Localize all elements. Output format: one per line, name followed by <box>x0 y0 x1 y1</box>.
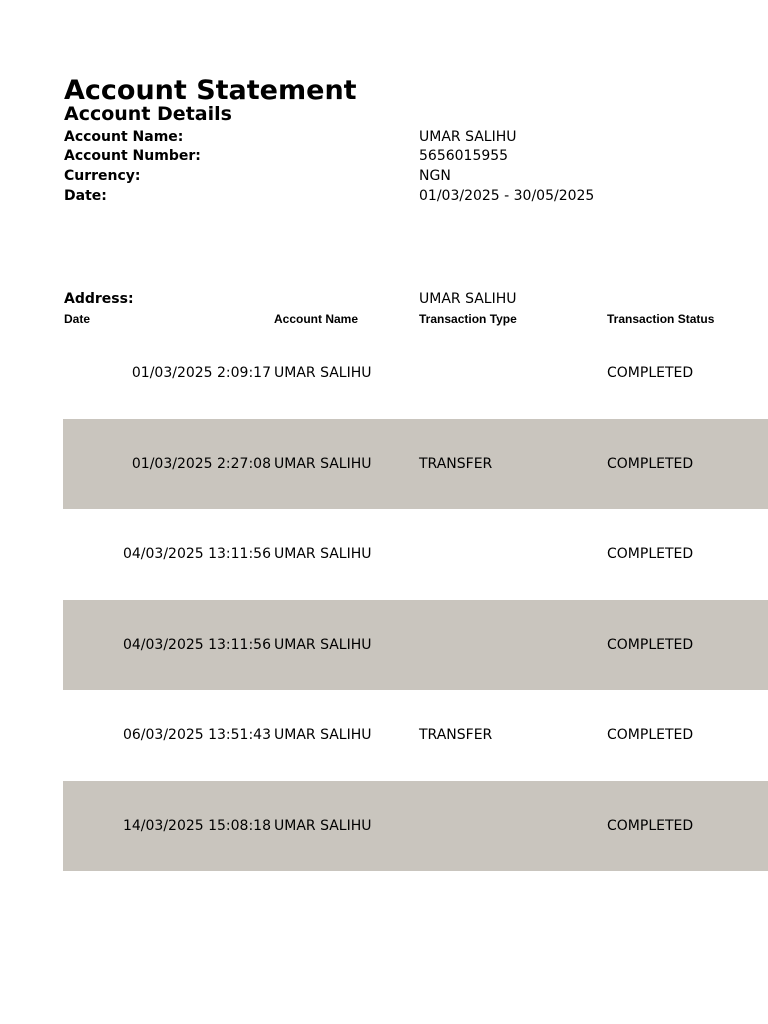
table-row <box>63 600 768 691</box>
section-title-account-details: Account Details <box>64 103 232 125</box>
address-value: UMAR SALIHU <box>419 291 517 307</box>
row-date: 14/03/2025 15:08:18 <box>122 817 271 834</box>
row-account-name: UMAR SALIHU <box>274 455 372 472</box>
column-header-date: Date <box>64 312 91 326</box>
account-number-value: 5656015955 <box>419 148 509 164</box>
column-header-transaction-type: Transaction Type <box>419 312 517 326</box>
row-date: 06/03/2025 13:51:43 <box>122 727 271 743</box>
row-status: COMPLETED <box>607 365 694 381</box>
table-row <box>63 781 768 872</box>
row-account-name: UMAR SALIHU <box>274 817 372 834</box>
account-name-label: Account Name: <box>64 129 184 145</box>
row-account-name: UMAR SALIHU <box>274 636 372 653</box>
row-date: 04/03/2025 13:11:56 <box>122 636 271 653</box>
row-account-name: UMAR SALIHU <box>274 546 372 562</box>
column-header-transaction-status: Transaction Status <box>607 312 715 326</box>
row-status: COMPLETED <box>607 817 694 834</box>
row-transaction-type: TRANSFER <box>419 727 493 743</box>
table-row <box>63 509 768 600</box>
address-label: Address: <box>64 291 134 307</box>
currency-label: Currency: <box>64 168 141 184</box>
row-account-name: UMAR SALIHU <box>274 365 372 381</box>
page-title: Account Statement <box>64 75 357 106</box>
date-range-value: 01/03/2025 - 30/05/2025 <box>419 188 595 204</box>
table-row <box>63 690 768 781</box>
row-transaction-type: TRANSFER <box>419 455 493 472</box>
row-date: 01/03/2025 2:27:08 <box>131 455 271 472</box>
transactions-table <box>63 328 768 871</box>
row-account-name: UMAR SALIHU <box>274 727 372 743</box>
table-row <box>63 328 768 419</box>
row-status: COMPLETED <box>607 727 694 743</box>
account-name-value: UMAR SALIHU <box>419 129 517 145</box>
account-number-label: Account Number: <box>64 148 201 164</box>
row-status: COMPLETED <box>607 546 694 562</box>
row-status: COMPLETED <box>607 636 694 653</box>
currency-value: NGN <box>419 168 451 184</box>
row-status: COMPLETED <box>607 455 694 472</box>
row-date: 04/03/2025 13:11:56 <box>122 546 271 562</box>
row-date: 01/03/2025 2:09:17 <box>131 365 271 381</box>
table-row <box>63 419 768 510</box>
column-header-account-name: Account Name <box>274 312 359 326</box>
date-range-label: Date: <box>64 188 107 204</box>
